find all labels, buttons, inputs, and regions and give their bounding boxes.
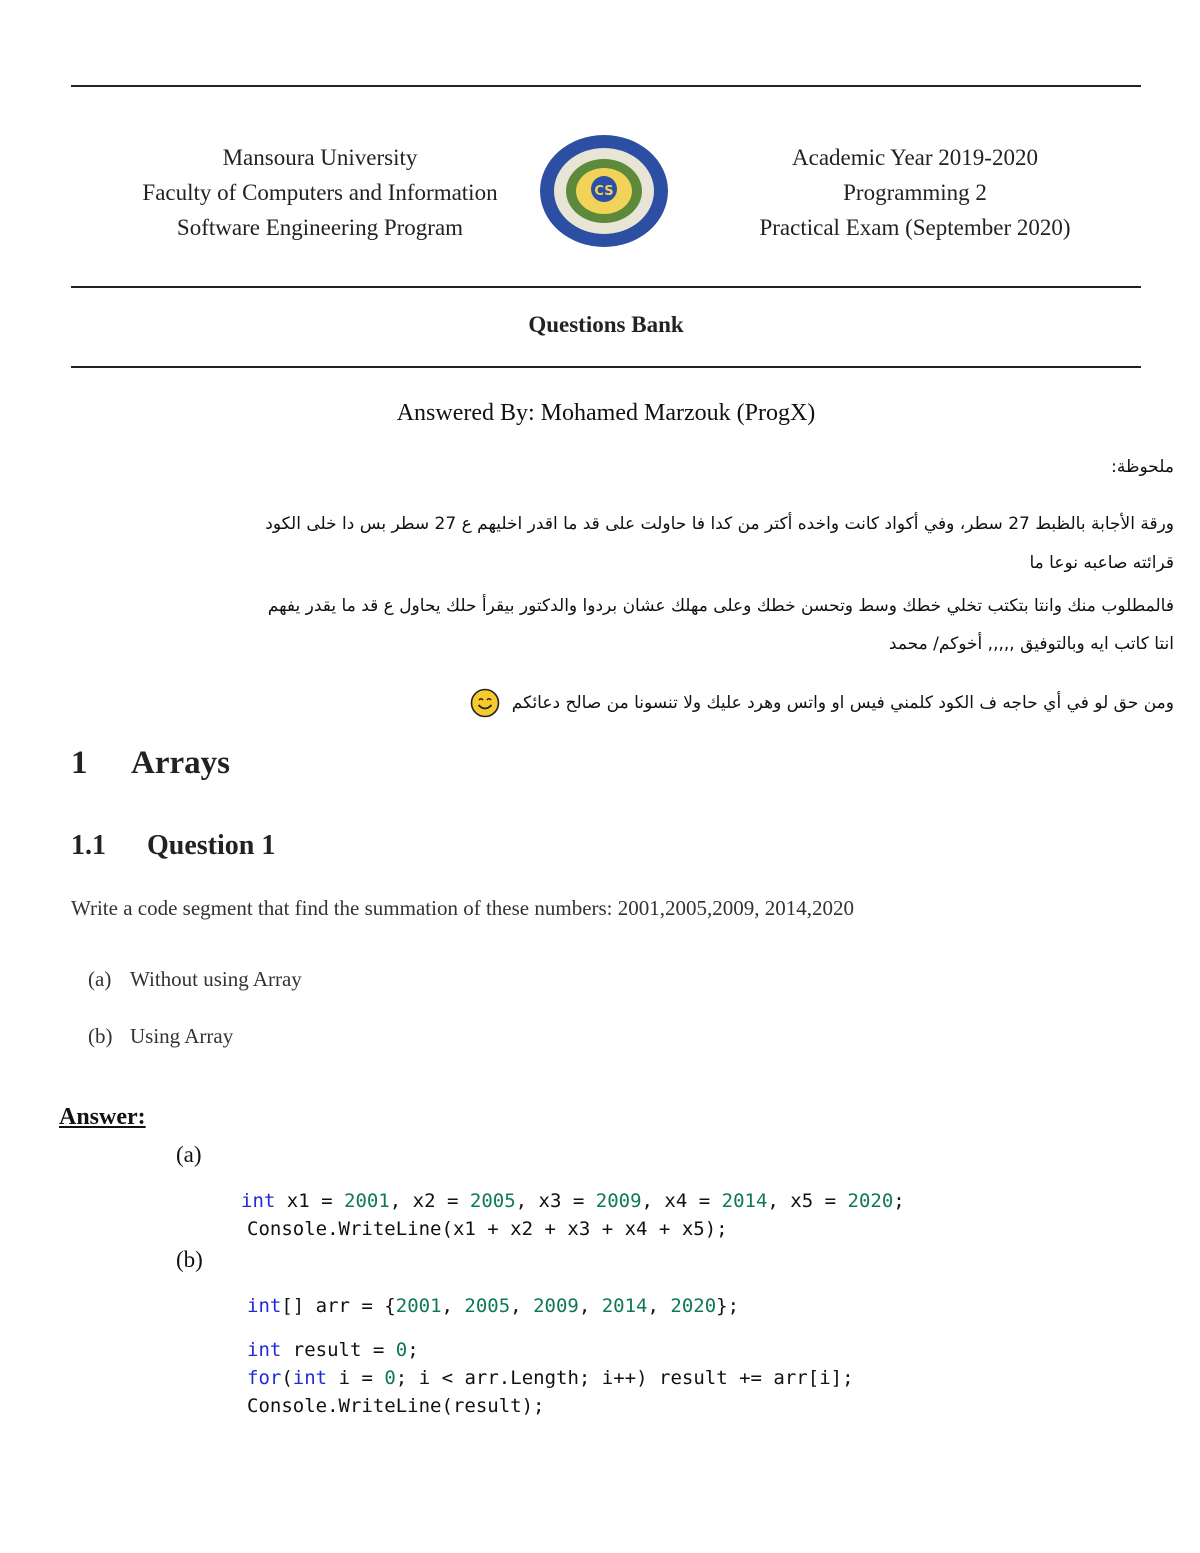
code-keyword: int — [247, 1339, 282, 1361]
program-name: Software Engineering Program — [176, 215, 464, 240]
code-keyword: for — [247, 1367, 282, 1389]
code-number: 2005 — [469, 1190, 516, 1212]
code-number: 2005 — [464, 1295, 511, 1317]
header-bottom-rule — [71, 286, 1141, 288]
note-line-5-row — [55, 688, 1174, 718]
top-rule — [71, 85, 1141, 87]
course-name: Programming 2 — [843, 180, 987, 205]
part-a-label: (a) — [176, 1142, 202, 1167]
exam-info — [715, 140, 1115, 245]
faculty-logo — [538, 133, 670, 249]
university-name: Mansoura University — [222, 145, 418, 170]
option-b — [88, 1024, 233, 1049]
section-number: 1 — [71, 745, 88, 781]
note-line-3: فالمطلوب منك وانتا بتكتب تخلي خطك وسط وتحسن خطك وعلى مهلك عشان بردوا والدكتور بيقرأ حلك يحاول ع قد ما يقدر يفهم — [267, 596, 1174, 616]
code-number: 2020 — [670, 1295, 717, 1317]
code-keyword: int — [292, 1367, 328, 1389]
code-number: 0 — [384, 1367, 396, 1389]
option-a — [88, 967, 302, 992]
option-text: Using Array — [130, 1024, 234, 1048]
code-number: 2014 — [601, 1295, 648, 1317]
section-title: Arrays — [131, 745, 230, 781]
answered-by: Answered By: Mohamed Marzouk (ProgX) — [396, 400, 816, 426]
part-b-label: (b) — [176, 1247, 203, 1272]
faculty-name: Faculty of Computers and Information — [142, 180, 498, 205]
smiling-face-icon — [470, 688, 500, 718]
section-heading — [71, 745, 230, 782]
question-text: Write a code segment that find the summation of these numbers: 2001,2005,2009, 2014,2020 — [71, 896, 855, 920]
subsection-title: Question 1 — [147, 830, 276, 861]
option-label: (a) — [88, 967, 112, 991]
note-line-4: انتا كاتب ايه وبالتوفيق ,,,,, أخوكم/ محمد — [888, 634, 1174, 654]
exam-name: Practical Exam (September 2020) — [759, 215, 1071, 240]
code-number: 2001 — [344, 1190, 390, 1212]
code-keyword: int — [241, 1190, 276, 1212]
logo-text: CS — [594, 184, 614, 199]
code-number: 2020 — [847, 1190, 894, 1212]
code-b-line-1: int[] arr = {2001, 2005, 2009, 2014, 2020}; — [247, 1295, 740, 1317]
answer-heading: Answer: — [59, 1104, 146, 1130]
note-line-2: قرائته صاعبه نوعا ما — [1029, 553, 1174, 573]
code-number: 0 — [395, 1339, 408, 1361]
subsection-heading — [71, 830, 275, 862]
code-number: 2009 — [595, 1190, 642, 1212]
code-b-line-4: Console.WriteLine(result); — [247, 1395, 545, 1417]
code-number: 2014 — [721, 1190, 768, 1212]
code-number: 2009 — [533, 1295, 579, 1317]
university-info — [90, 140, 550, 245]
code-keyword: int — [247, 1295, 282, 1317]
academic-year: Academic Year 2019-2020 — [792, 145, 1038, 170]
note-heading: ملحوظة: — [1111, 457, 1174, 477]
subsection-number: 1.1 — [71, 830, 106, 861]
option-text: Without using Array — [130, 967, 302, 991]
code-b-line-3: for(int i = 0; i < arr.Length; i++) result += arr[i]; — [247, 1367, 854, 1389]
title-rule — [71, 366, 1141, 368]
code-a-line-2: Console.WriteLine(x1 + x2 + x3 + x4 + x5); — [247, 1218, 728, 1240]
option-label: (b) — [88, 1024, 113, 1048]
code-number: 2001 — [395, 1295, 442, 1317]
code-b-line-2: int result = 0; — [247, 1339, 419, 1361]
note-line-5: ومن حق لو في أي حاجه ف الكود كلمني فيس او واتس وهرد عليك ولا تنسونا من صالح دعائكم — [511, 693, 1174, 713]
note-line-1: ورقة الأجابة بالظبط 27 سطر، وفي أكواد كانت واخده أكتر من كدا فا حاولت على قد ما اقدر اخليهم ع 27 سطر بس دا خلى الكود — [265, 514, 1174, 534]
code-a-line-1: int x1 = 2001, x2 = 2005, x3 = 2009, x4 = 2014, x5 = 2020; — [241, 1190, 905, 1212]
document-title: Questions Bank — [528, 312, 684, 337]
